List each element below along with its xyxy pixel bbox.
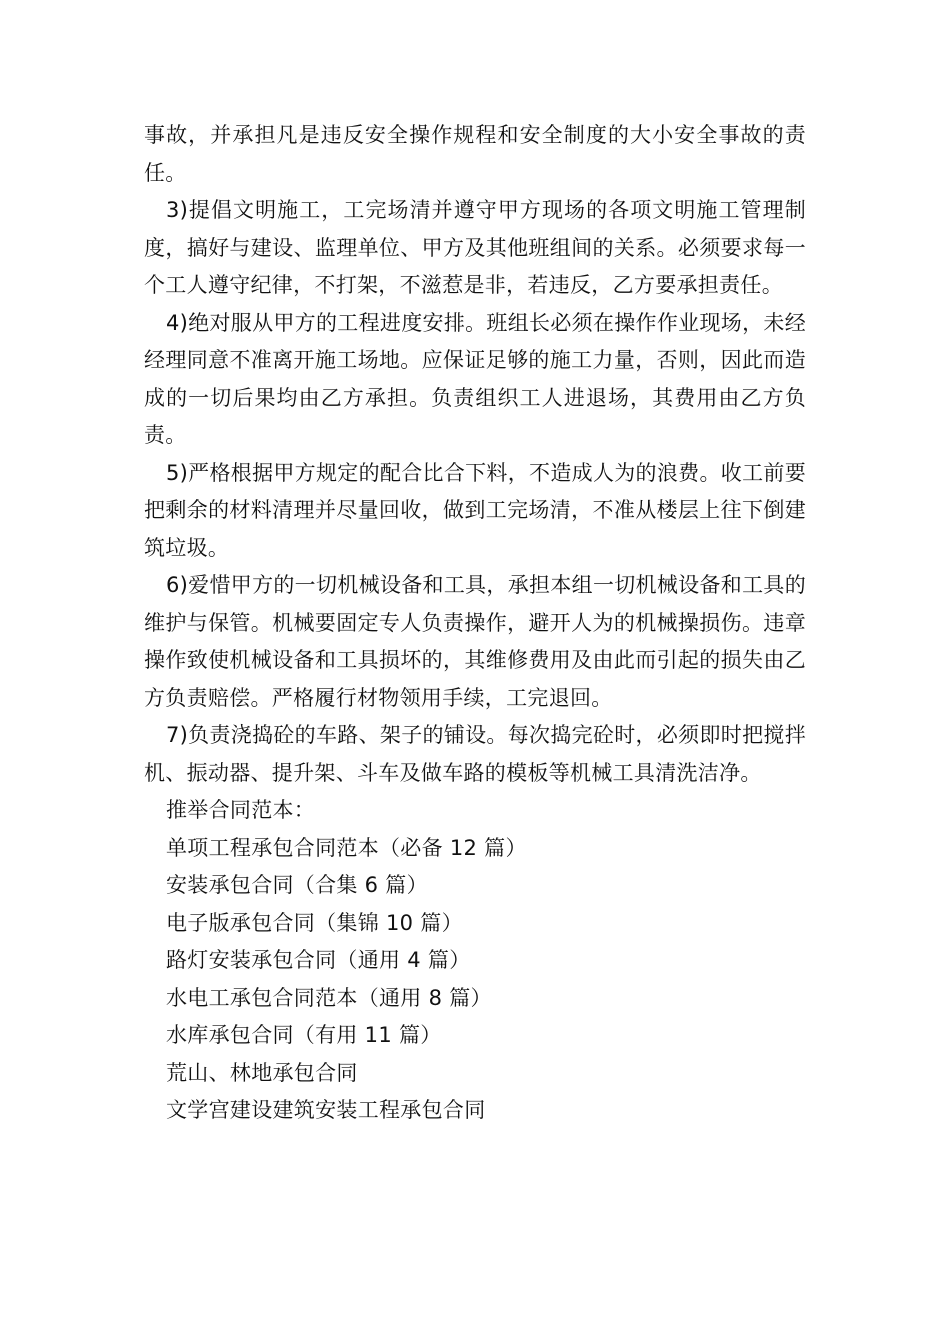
paragraph-item-4: 4)绝对服从甲方的工程进度安排。班组长必须在操作作业现场，未经经理同意不准离开施工场地。应保证足够的施工力量，否则，因此而造成的一切后果均由乙方承担。负责组织工人进退场，其费用由乙方负责。	[144, 310, 806, 447]
paragraph-item-7: 7)负责浇捣砼的车路、架子的铺设。每次捣完砼时，必须即时把搅拌机、振动器、提升架、斗车及做车路的模板等机械工具清洗洁净。	[144, 723, 806, 785]
recommend-item[interactable]: 荒山、林地承包合同	[166, 1060, 358, 1085]
recommend-item[interactable]: 电子版承包合同（集锦 10 篇）	[166, 910, 463, 935]
recommend-item[interactable]: 文学宫建设建筑安装工程承包合同	[166, 1098, 486, 1122]
recommend-item[interactable]: 安装承包合同（合集 6 篇）	[166, 873, 428, 897]
paragraph-item-6: 6)爱惜甲方的一切机械设备和工具，承担本组一切机械设备和工具的维护与保管。机械要固定专人负责操作，避开人为的机械操损伤。违章操作致使机械设备和工具损坏的，其维修费用及由此而引起的损失由乙方负责赔偿。严格履行材物领用手续，工完退回。	[144, 573, 806, 710]
document-body	[144, 117, 806, 1130]
recommend-item[interactable]: 水电工承包合同范本（通用 8 篇）	[166, 985, 492, 1010]
recommend-item[interactable]: 水库承包合同（有用 11 篇）	[166, 1023, 442, 1047]
recommend-item[interactable]: 单项工程承包合同范本（必备 12 篇）	[166, 835, 527, 860]
paragraph-item-5: 5)严格根据甲方规定的配合比合下料，不造成人为的浪费。收工前要把剩余的材料清理并尽量回收，做到工完场清，不准从楼层上往下倒建筑垃圾。	[144, 460, 806, 560]
paragraph-item-3: 3)提倡文明施工，工完场清并遵守甲方现场的各项文明施工管理制度，搞好与建设、监理单位、甲方及其他班组间的关系。必须要求每一个工人遵守纪律，不打架，不滋惹是非，若违反，乙方要承担责任。	[144, 198, 806, 297]
recommend-item[interactable]: 路灯安装承包合同（通用 4 篇）	[166, 948, 471, 972]
paragraph-continuation: 事故，并承担凡是违反安全操作规程和安全制度的大小安全事故的责任。	[144, 123, 806, 185]
recommend-list	[144, 830, 806, 1130]
recommend-heading: 推举合同范本：	[166, 798, 316, 822]
